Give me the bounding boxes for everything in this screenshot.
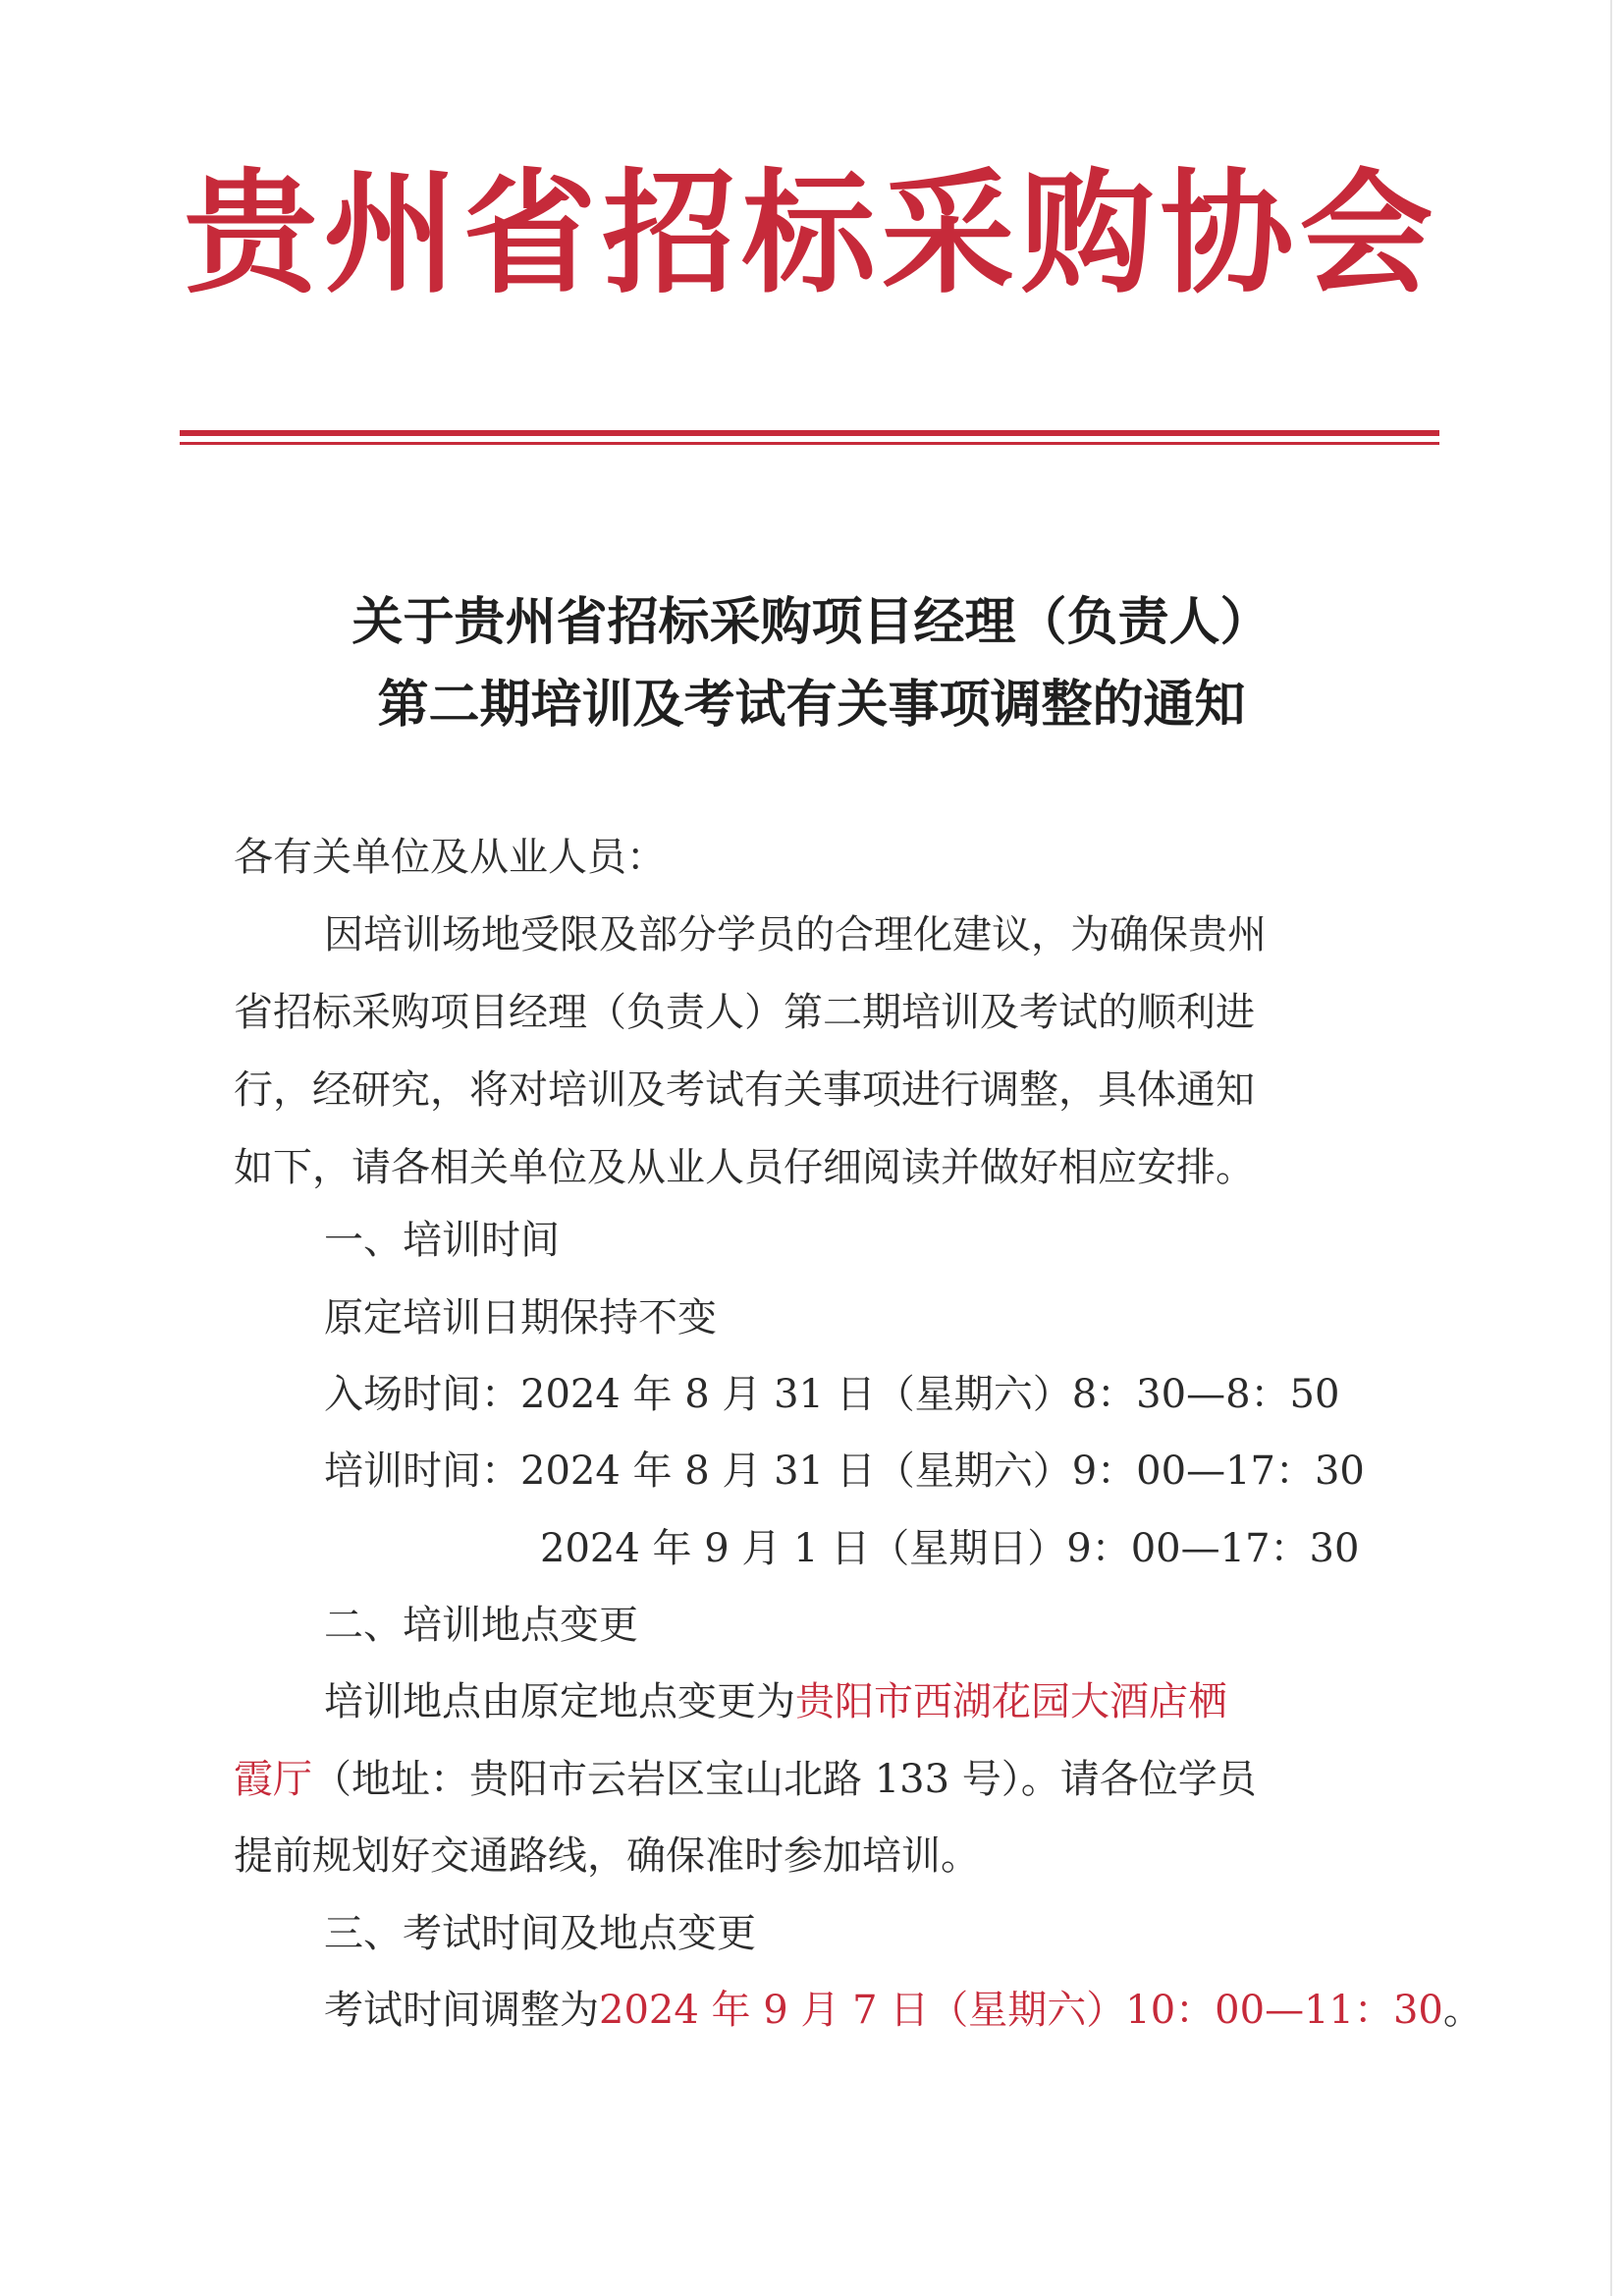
section-1-heading: 一、培训时间: [324, 1218, 560, 1263]
intro-line-3: 行，经研究，将对培训及考试有关事项进行调整，具体通知: [234, 1067, 1255, 1113]
scan-edge-line: [1610, 0, 1612, 2296]
venue-name-part-1: 贵阳市西湖花园大酒店栖: [795, 1679, 1227, 1724]
letterhead-red-rule-thick: [180, 430, 1439, 436]
venue-line-2: [234, 1757, 1257, 1802]
venue-line-3: 提前规划好交通路线，确保准时参加培训。: [234, 1833, 980, 1879]
venue-address-text: （地址：贵阳市云岩区宝山北路 133 号）。请各位学员: [312, 1757, 1257, 1802]
notice-title-line-1: 关于贵州省招标采购项目经理（负责人）: [352, 593, 1271, 652]
intro-paragraph: [234, 912, 1368, 1226]
exam-time-line: [324, 1988, 1483, 2033]
training-date-unchanged-note: 原定培训日期保持不变: [324, 1295, 717, 1340]
exam-time-value: 2024 年 9 月 7 日（星期六）10：00—11：30: [599, 1988, 1443, 2033]
salutation: 各有关单位及从业人员：: [234, 835, 666, 880]
venue-intro-text: 培训地点由原定地点变更为: [324, 1679, 795, 1724]
section-3-heading: 三、考试时间及地点变更: [324, 1911, 756, 1956]
intro-line-2: 省招标采购项目经理（负责人）第二期培训及考试的顺利进: [234, 990, 1255, 1035]
entry-time-value: 2024 年 8 月 31 日（星期六）8：30—8：50: [520, 1372, 1340, 1417]
intro-line-1: 因培训场地受限及部分学员的合理化建议，为确保贵州: [324, 912, 1267, 957]
training-time-value-1: 2024 年 8 月 31 日（星期六）9：00—17：30: [520, 1449, 1365, 1494]
exam-time-prefix: 考试时间调整为: [324, 1988, 599, 2033]
section-2-heading: 二、培训地点变更: [324, 1603, 638, 1648]
venue-name-part-2: 霞厅: [234, 1757, 312, 1802]
letterhead-red-rule-thin: [180, 442, 1439, 445]
intro-line-4: 如下，请各相关单位及从业人员仔细阅读并做好相应安排。: [234, 1145, 1255, 1190]
training-time-label: 培训时间：: [324, 1449, 520, 1494]
venue-line-1: [324, 1679, 1227, 1724]
notice-title-line-2: 第二期培训及考试有关事项调整的通知: [377, 676, 1246, 735]
exam-time-suffix: 。: [1442, 1988, 1483, 2033]
entry-time-label: 入场时间：: [324, 1372, 520, 1417]
training-time-row-1: [324, 1449, 1365, 1494]
letterhead-org-name: 贵州省招标采购协会: [184, 155, 1439, 312]
training-time-value-2: 2024 年 9 月 1 日（星期日）9：00—17：30: [540, 1526, 1360, 1571]
entry-time-row: [324, 1372, 1340, 1417]
